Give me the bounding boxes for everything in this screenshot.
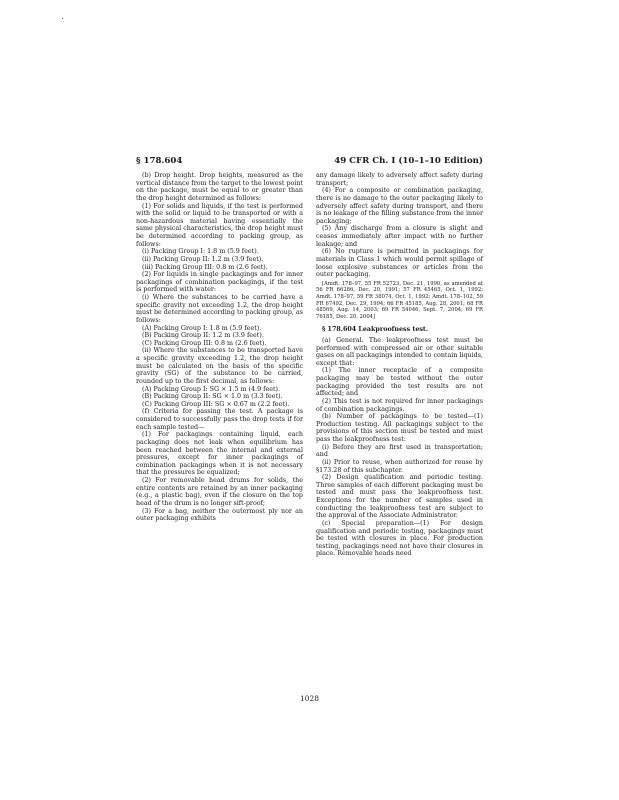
paragraph: (4) For a composite or combination packaging, there is no damage to the outer packaging likely to adversely affect safety during transport, and there is no leakage of the filling substance from the inner packaging; [316,187,483,225]
header-title: 49 CFR Ch. I (10–1–10 Edition) [334,156,483,166]
paragraph: (b) Number of packagings to be tested—(1) Production testing. All packagings subject to the provisions of this section must be tested and must pass the leakproofness test: [316,413,483,444]
paragraph: (1) The inner receptacle of a composite packaging may be tested without the outer packaging provided the test results are not affected; and [316,367,483,398]
paragraph: (3) For a bag, neither the outermost ply nor an outer packaging exhibits [136,507,303,523]
left-column [136,172,303,523]
paragraph: (2) For liquids in single packagings and for inner packagings of combination packagings, if the test is performed with water: [136,271,303,294]
paragraph: (5) Any discharge from a closure is slight and ceases immediately after impact with no further leakage; and [316,225,483,248]
paragraph: (i) Where the substances to be carried have a specific gravity not exceeding 1.2, the drop height must be determined according to packing group, as follows: [136,294,303,324]
paragraph: (1) For packagings containing liquid, each packaging does not leak when equilibrium has been reached between the internal and external pressures, except for inner packagings of combination packagings when it is not necessary that the pressures be equalized; [136,431,303,477]
paragraph: (c) Special preparation—(1) For design qualification and periodic testing, packagings must be tested with closures in place. For production testing, packagings need not have their closures in place. Removable heads need [316,519,483,558]
paragraph: (ii) Where the substances to be transported have a specific gravity exceeding 1.2, the drop height must be calculated on the basis of the specific gravity (SG) of the substance to be carried, rounded up to the first decimal, as follows: [136,347,303,385]
right-column [316,172,483,558]
paragraph: (A) Packing Group I: SG × 1.5 m (4.9 feet). [142,385,281,393]
paragraph: (ii) Packing Group II: 1.2 m (3.9 feet). [142,255,264,263]
paragraph: (i) Before they are first used in transportation; and [316,443,483,459]
paragraph: any damage likely to adversely affect safety during transport; [316,172,483,187]
paragraph: (C) Packing Group III: SG × 0.67 m (2.2 feet). [142,400,290,408]
paragraph: (f) Criteria for passing the test. A package is considered to successfully pass the drop tests if for each sample tested— [136,408,303,431]
paragraph: (2) For removable head drums for solids, the entire contents are retained by an inner packaging (e.g., a plastic bag), even if the closure on the top head of the drum is no longer sift-proof; [136,477,303,507]
paragraph: (ii) Prior to reuse, when authorized for reuse by §173.28 of this subchapter. [316,458,483,474]
paragraph: (C) Packing Group III: 0.8 m (2.6 feet). [142,339,267,347]
header-section-number: § 178.604 [136,156,183,166]
paragraph: (iii) Packing Group III: 0.8 m (2.6 feet). [142,263,268,271]
paragraph: (6) No rupture is permitted in packagings for materials in Class 1 which would permit spillage of loose explosive substances or articles from the outer packaging. [316,248,483,279]
paragraph: (A) Packing Group I: 1.8 m (5.9 feet). [142,324,262,332]
paragraph: (a) General. The leakproofness test must be performed with compressed air or other suitable gases on all packagings intended to contain liquids, except that: [316,336,483,367]
amendment-citation: [Amdt. 178–97, 55 FR 52723, Dec. 21, 1990, as amended at 56 FR 66286, Dec. 20, 1991; 57 FR 45465, Oct. 1, 1992; Amdt. 178–97, 59 FR 38074, Oct. 1, 1992; Amdt. 178–102, 59 FR 67492, Dec. 29, 1994; 66 FR 45185, Aug. 28, 2001; 68 FR 48569, Aug. 14, 2003; 69 FR 54046, Sept. 7, 2004; 69 FR 76185, Dec. 20, 2004] [316,280,483,320]
paragraph: (B) Packing Group II: SG × 1.0 m (3.3 feet). [142,393,283,401]
scan-speck [62,18,63,19]
section-heading: § 178.604 Leakproofness test. [322,326,429,334]
page-number: 1028 [299,694,320,703]
paragraph: (b) Drop height. Drop heights, measured as the vertical distance from the target to the lowest point on the package, must be equal to or greater than the drop height determined as follows: [136,172,303,202]
paragraph: (i) Packing Group I: 1.8 m (5.9 feet). [142,248,259,256]
paragraph: (2) This test is not required for inner packagings of combination packagings. [316,397,483,413]
paragraph: (1) For solids and liquids, if the test is performed with the solid or liquid to be transported or with a non-hazardous material having essentially the same physical characteristics, the drop height must be determined according to packing group, as follows: [136,202,303,248]
paragraph: (B) Packing Group II: 1.2 m (3.9 feet). [142,332,264,340]
paragraph: (2) Design qualification and periodic testing. Three samples of each different packaging must be tested and must pass the leakproofness test. Exceptions for the number of samples used in conducting the leakproofness test are subject to the approval of the Associate Administrator. [316,474,483,520]
